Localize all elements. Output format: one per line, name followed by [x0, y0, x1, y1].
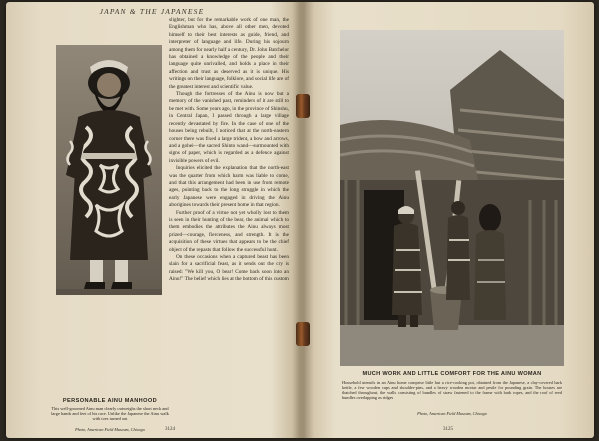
staple-bottom [296, 322, 310, 346]
left-photo-caption-title: PERSONABLE AINU MANHOOD [62, 398, 158, 404]
left-photo-credit: Photo, American Field Museum, Chicago [75, 427, 145, 432]
body-text-column [169, 17, 289, 417]
left-photo-caption-body: This well-groomed Ainu man clearly outweighs the short neck and large hands and feet of his race. Unlike the Japanese the Ainu walk with toes turned out [51, 406, 169, 422]
right-photo-caption-body: Household utensils in an Ainu home comprise little but a rice-cooking pot, obtained from the Japanese, a clay-covered bark kettle, a few wooden cups and shoulder-pins, and a heavy wooden mortar and pestle for pounding grain. The houses are thatched throughout, the walls consisting of bundles of straw fastened to the frame with bark ropes, and the roof of reed bundles overlapping as ridges [342, 380, 562, 401]
ainu-man-illustration [56, 45, 162, 295]
right-photo-credit: Photo, American Field Museum, Chicago [417, 411, 487, 416]
body-paragraph: On these occasions when a captured beast has been slain for a sacrificial feast, as it sends out the cry is raised: "We kill you, O bear! Come back soon into an Ainu!" The belief which lies at the bottom of this custom [169, 254, 289, 283]
body-paragraph: Further proof of a virtue not yet wholly lost to them is seen in their hunting of the bear, the animal which to them embodies the attributes the Ainu always most prized—courage, fierceness, and strength. It is the acquisition of these virtues that appears to be the chief object of the repasts that follow the successful hunt. [169, 209, 289, 253]
ainu-man-photo [56, 45, 162, 295]
ainu-hut-illustration [340, 30, 564, 366]
right-photo-caption-title: MUCH WORK AND LITTLE COMFORT FOR THE AINU WOMAN [362, 371, 542, 377]
book-spread [6, 2, 594, 438]
staple-top [296, 94, 310, 118]
body-paragraph: slighter, but for the remarkable work of one man, the Englishman who has, above all other men, devoted himself to their best interests as guide, friend, and interpreter of language and life. During his sojourn among them for nearly half a century, Dr. John Batchelor has obtained a knowledge of the people and their language quite unrivalled, and holds a place in their affection and trust as deserved as it is unique. His writings on their language, folklore, and social life are of the greatest interest and scientific value. [169, 17, 289, 90]
body-paragraph: Inquiries elicited the explanation that the north-east was the quarter from which harm was liable to come, and that this arrangement had been in use from remote ages, pointing back to the long struggle in which the early Japanese were engaged in driving the Ainu aborigines towards their present home in that region. [169, 165, 289, 209]
running-head: JAPAN & THE JAPANESE [99, 7, 205, 16]
right-page [302, 2, 594, 438]
gutter-shadow [292, 2, 314, 438]
ainu-women-photo [340, 30, 564, 366]
left-page [6, 2, 298, 438]
body-paragraph: Though the fortresses of the Ainu is now but a memory of the vanished past, reminders of it are still to be met with. Some years ago, in the province of Shinshu, in Central Japan, I passed through a large village recently devastated by fire. In the case of one of the houses being rebuilt, I noticed that at the north-eastern corner there was fixed a large trident, a bow and arrows, and a gohei—the sacred Shinto wand—surmounted with signs of paper, which is regarded as a defence against invisible powers of evil. [169, 91, 289, 164]
page-number-right: 3125 [443, 427, 453, 432]
page-number-left: 3124 [165, 427, 175, 432]
